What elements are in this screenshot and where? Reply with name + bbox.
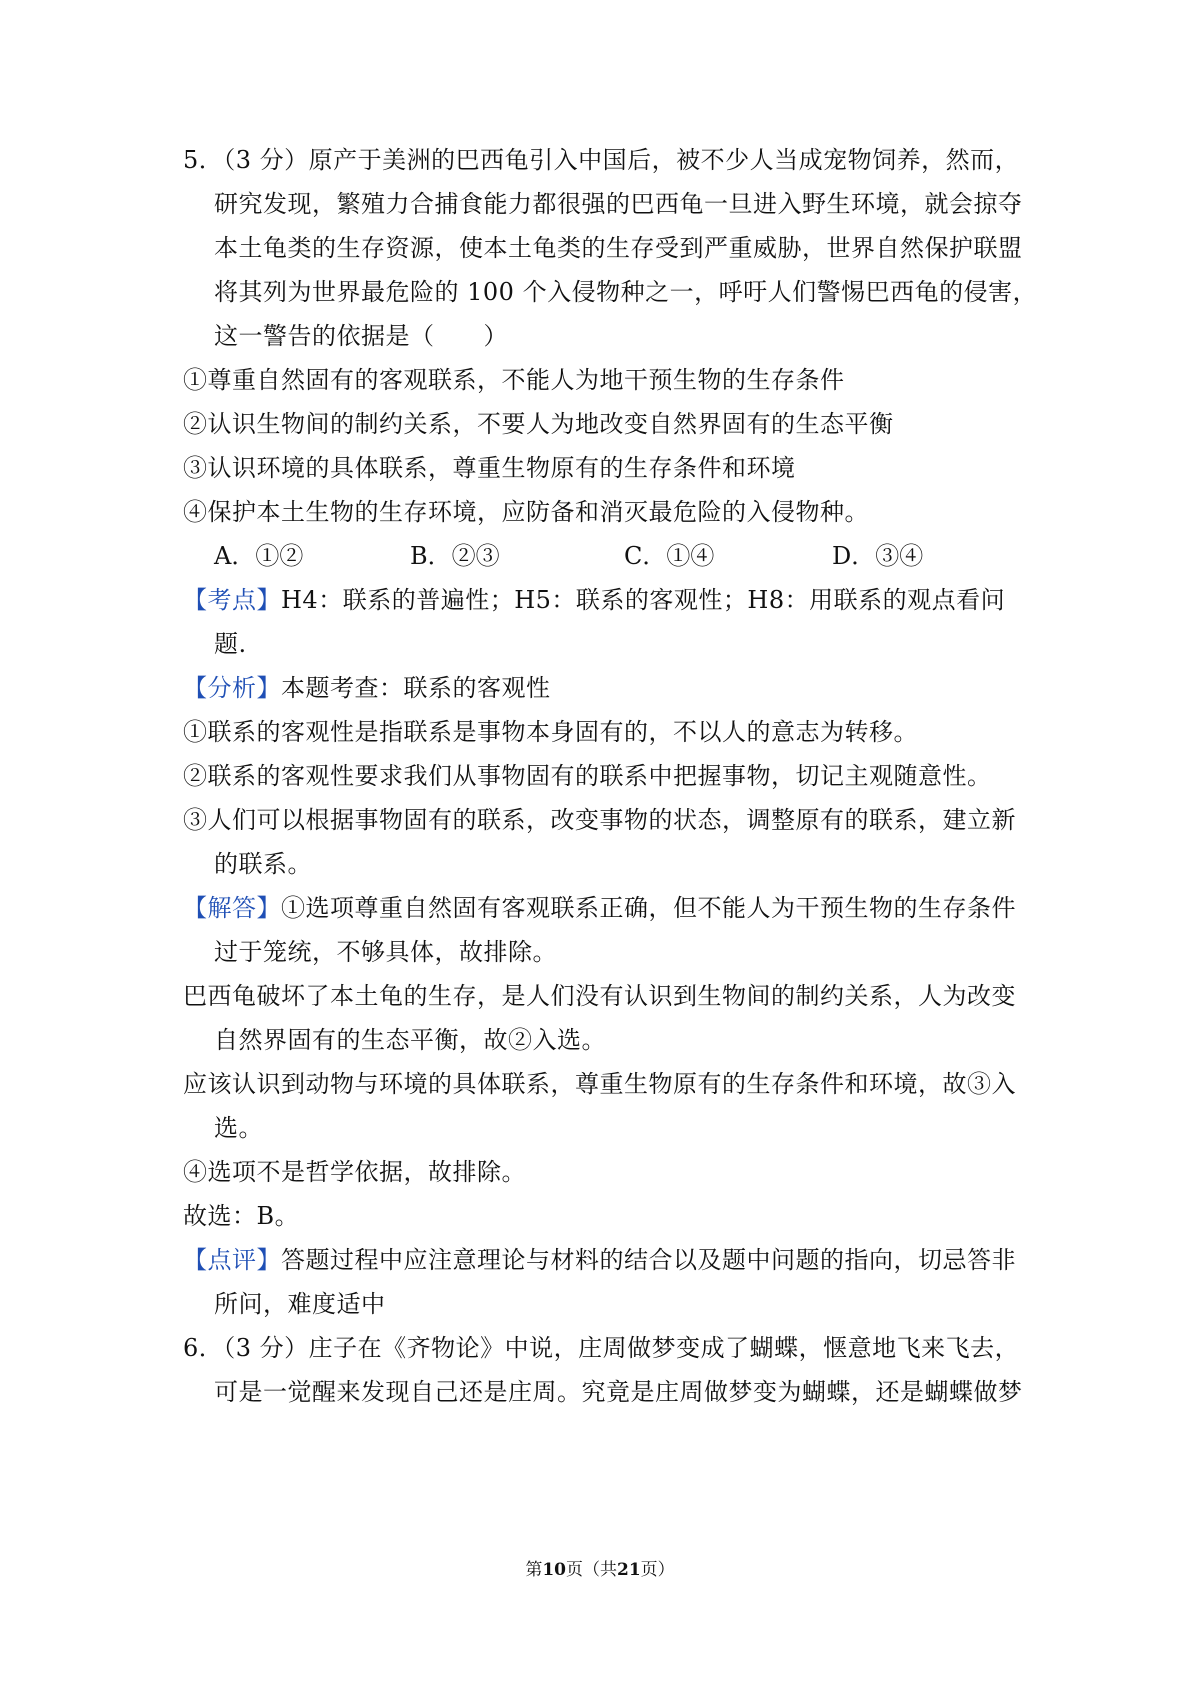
option-a: A．①② bbox=[214, 542, 304, 570]
footer-mid: 页（共 bbox=[566, 1560, 617, 1580]
dianping-cont: 所问，难度适中 bbox=[214, 1290, 386, 1318]
jieda-p3-cont: 选。 bbox=[214, 1114, 263, 1142]
jieda-line bbox=[183, 892, 1033, 924]
q6-stem-line-2: 可是一觉醒来发现自己还是庄周。究竟是庄周做梦变为蝴蝶，还是蝴蝶做梦 bbox=[214, 1378, 1023, 1406]
jieda-p5: 故选：B。 bbox=[183, 1202, 300, 1230]
q5-stem-line-2: 研究发现，繁殖力合捕食能力都很强的巴西龟一旦进入野生环境，就会掠夺 bbox=[214, 190, 1023, 218]
option-c: C．①④ bbox=[624, 542, 715, 570]
fenxi-text: 本题考查：联系的客观性 bbox=[281, 674, 551, 702]
footer-page-number: 10 bbox=[542, 1560, 566, 1580]
option-b: B．②③ bbox=[410, 542, 500, 570]
q5-statement-1: ①尊重自然固有的客观联系，不能人为地干预生物的生存条件 bbox=[183, 366, 845, 394]
fenxi-point-1: ①联系的客观性是指联系是事物本身固有的，不以人的意志为转移。 bbox=[183, 718, 918, 746]
fenxi-tag: 【分析】 bbox=[183, 674, 281, 702]
footer-total-pages: 21 bbox=[617, 1560, 641, 1580]
kaodian-line bbox=[183, 584, 1033, 616]
q5-stem-line-3: 本土龟类的生存资源，使本土龟类的生存受到严重威胁，世界自然保护联盟 bbox=[214, 234, 1023, 262]
fenxi-cont: 的联系。 bbox=[214, 850, 312, 878]
dianping-tag: 【点评】 bbox=[183, 1246, 281, 1274]
q5-stem-line-5: 这一警告的依据是（ ） bbox=[214, 322, 508, 350]
q5-statement-4: ④保护本土生物的生存环境，应防备和消灭最危险的入侵物种。 bbox=[183, 498, 869, 526]
jieda-tag: 【解答】 bbox=[183, 894, 281, 922]
jieda-p2-cont: 自然界固有的生态平衡，故②入选。 bbox=[214, 1026, 606, 1054]
q5-statement-3: ③认识环境的具体联系，尊重生物原有的生存条件和环境 bbox=[183, 454, 796, 482]
q6-stem-line-1: 6．（3 分）庄子在《齐物论》中说，庄周做梦变成了蝴蝶，惬意地飞来飞去， bbox=[183, 1334, 1020, 1362]
fenxi-point-2: ②联系的客观性要求我们从事物固有的联系中把握事物，切记主观随意性。 bbox=[183, 762, 992, 790]
jieda-p3: 应该认识到动物与环境的具体联系，尊重生物原有的生存条件和环境，故③入 bbox=[183, 1070, 1016, 1098]
dianping-text: 答题过程中应注意理论与材料的结合以及题中问题的指向，切忌答非 bbox=[281, 1246, 1016, 1274]
option-d: D．③④ bbox=[832, 542, 924, 570]
kaodian-tag: 【考点】 bbox=[183, 586, 281, 614]
kaodian-text: H4：联系的普遍性；H5：联系的客观性；H8：用联系的观点看问 bbox=[281, 586, 1006, 614]
jieda-text: ①选项尊重自然固有客观联系正确，但不能人为干预生物的生存条件 bbox=[281, 894, 1016, 922]
q5-stem-line-4: 将其列为世界最危险的 100 个入侵物种之一，呼吁人们警惕巴西龟的侵害， bbox=[214, 278, 1038, 306]
fenxi-line bbox=[183, 672, 1033, 704]
jieda-cont: 过于笼统，不够具体，故排除。 bbox=[214, 938, 557, 966]
footer-pre: 第 bbox=[525, 1560, 543, 1580]
page-footer bbox=[0, 1559, 1200, 1581]
q5-stem-line-1: 5．（3 分）原产于美洲的巴西龟引入中国后，被不少人当成宠物饲养，然而， bbox=[183, 146, 1020, 174]
dianping-line bbox=[183, 1244, 1033, 1276]
footer-post: 页） bbox=[640, 1560, 675, 1580]
jieda-p4: ④选项不是哲学依据，故排除。 bbox=[183, 1158, 526, 1186]
fenxi-point-3: ③人们可以根据事物固有的联系，改变事物的状态，调整原有的联系，建立新 bbox=[183, 806, 1016, 834]
kaodian-cont: 题. bbox=[214, 630, 247, 658]
q5-statement-2: ②认识生物间的制约关系，不要人为地改变自然界固有的生态平衡 bbox=[183, 410, 894, 438]
jieda-p2: 巴西龟破坏了本土龟的生存，是人们没有认识到生物间的制约关系，人为改变 bbox=[183, 982, 1016, 1010]
